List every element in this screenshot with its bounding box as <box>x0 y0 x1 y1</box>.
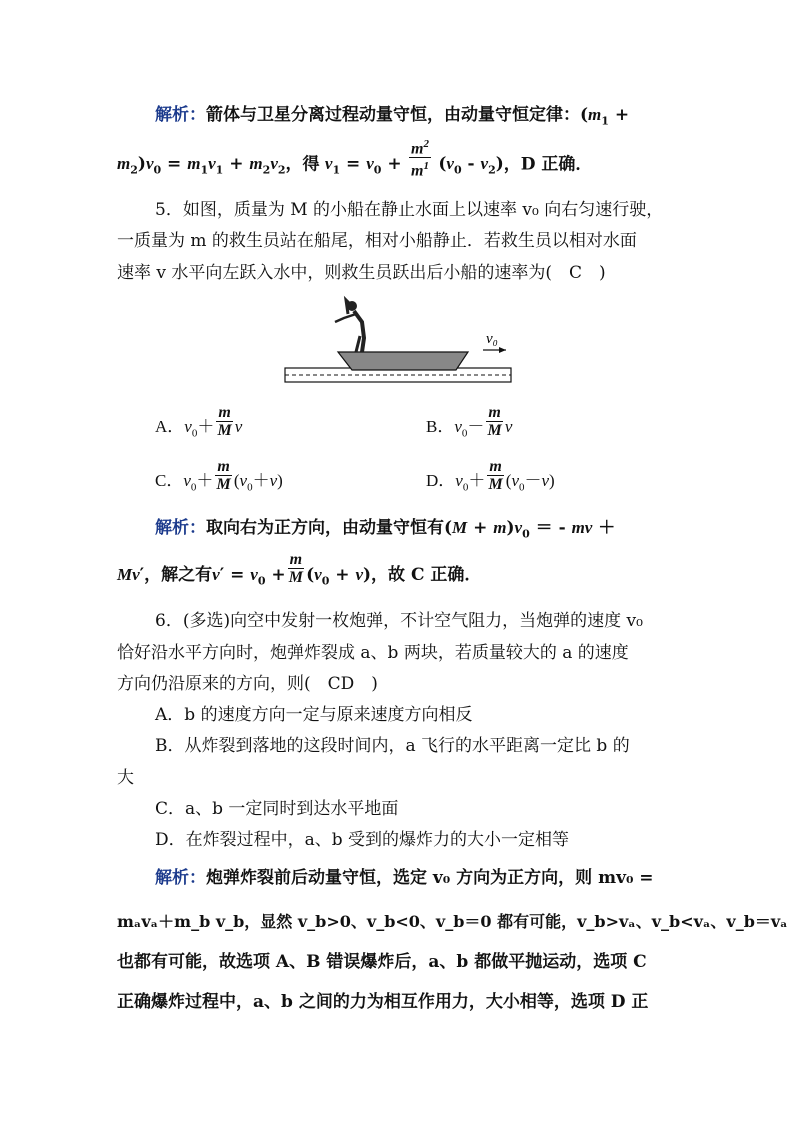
q6-option-a: A．b 的速度方向一定与原来速度方向相反 <box>155 705 473 725</box>
q4-analysis-line2: $m_2)v_0 = m_1v_1 + m_2v_2$，得 $v_1 = v_0$ + $\frac{m^2}{m^1}$ $(v_0 - v_2)$，D 正确． <box>117 138 593 180</box>
q4-analysis-line1: 解析：箭体与卫星分离过程动量守恒，由动量守恒定律：($m_1$ + <box>155 105 630 128</box>
q6-line2: 恰好沿水平方向时，炮弹炸裂成 a、b 两块，若质量较大的 a 的速度 <box>117 643 629 663</box>
q6-option-b: B．从炸裂到落地的这段时间内，a 飞行的水平距离一定比 b 的 <box>155 736 630 756</box>
q4-analysis-text: 箭体与卫星分离过程动量守恒，由动量守恒定律： <box>206 105 580 125</box>
analysis-label: 解析： <box>155 105 206 125</box>
q6-analysis-line2: mₐvₐ＋m_b v_b，显然 v_b>0、v_b<0、v_b＝0 都有可能，v_b>vₐ、v_b<vₐ、v_b＝vₐ <box>117 912 788 931</box>
q6-analysis-line3: 也都有可能，故选项 A、B 错误爆炸后，a、b 都做平抛运动，选项 C <box>117 952 647 972</box>
option-c-letter: C． <box>155 471 184 490</box>
analysis-label: 解析： <box>155 868 206 888</box>
analysis-label: 解析： <box>155 518 206 538</box>
q5-option-c: C．$v_0+$ $\frac{m}{M}$ $(v_0+v)$ <box>155 457 283 494</box>
q5-option-d: D．$v_0+$ $\frac{m}{M}$ $(v_0-v)$ <box>426 457 555 494</box>
q5-line1: 5．如图，质量为 M 的小船在静止水面上以速率 v₀ 向右匀速行驶， <box>155 200 664 220</box>
option-d-letter: D． <box>426 471 456 490</box>
q5-analysis-text2: ，解之有 <box>144 565 213 585</box>
q6-option-b-cont: 大 <box>117 768 134 788</box>
q6-line1: 6．(多选)向空中发射一枚炮弹，不计空气阻力，当炮弹的速度 v₀ <box>155 611 643 631</box>
option-b-letter: B． <box>426 417 455 436</box>
q6-analysis-line1 <box>155 866 654 890</box>
q6-line3: 方向仍沿原来的方向，则( CD ) <box>117 674 378 694</box>
q5-option-b: B．$v_0-$ $\frac{m}{M}$ v <box>426 403 513 440</box>
q6-option-d: D．在炸裂过程中，a、b 受到的爆炸力的大小一定相等 <box>155 830 570 850</box>
q4-eq-word: 得 <box>302 154 320 175</box>
q5-analysis-line1: 解析：取向右为正方向，由动量守恒有$(M + m)v_0$ ＝ - mv ＋ <box>155 518 616 541</box>
q5-analysis-line2: Mv′，解之有$v' = v_0$ + $\frac{m}{M}$ $(v_0 + v)$，故 C 正确． <box>117 551 482 588</box>
q5-option-a: A．$v_0+$ $\frac{m}{M}$ v <box>155 403 243 440</box>
q5-analysis-text3: ，故 C 正确． <box>371 565 482 585</box>
q5-line2: 一质量为 m 的救生员站在船尾，相对小船静止．若救生员以相对水面 <box>117 231 637 251</box>
q5-analysis-text: 取向右为正方向，由动量守恒有 <box>206 518 444 538</box>
option-a-letter: A． <box>155 417 185 436</box>
q4-conclusion: ，D 正确． <box>503 154 593 175</box>
q6-analysis-line4: 正确爆炸过程中，a、b 之间的力为相互作用力，大小相等，选项 D 正 <box>117 992 649 1012</box>
q6-option-c: C．a、b 一定同时到达水平地面 <box>155 799 399 819</box>
boat-figure <box>280 292 515 392</box>
velocity-label: v₀ <box>486 331 498 347</box>
q5-line3: 速率 v 水平向左跃入水中，则救生员跃出后小船的速率为( C ) <box>117 263 606 283</box>
q6-analysis-text1: 炮弹炸裂前后动量守恒，选定 v₀ 方向为正方向，则 mv₀ = <box>206 868 654 888</box>
